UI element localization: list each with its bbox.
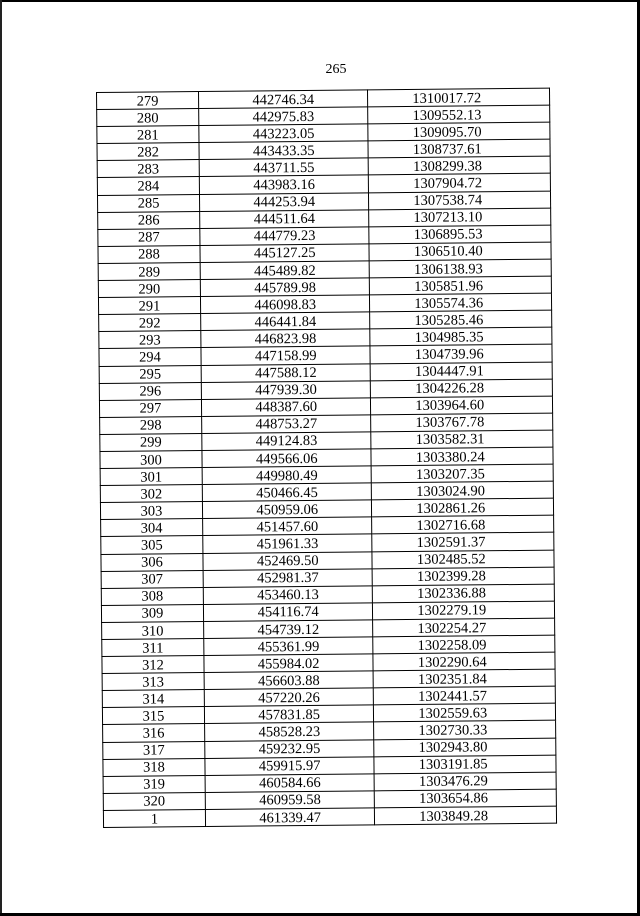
x-coordinate-cell bbox=[201, 398, 371, 417]
x-coordinate-cell bbox=[199, 192, 369, 211]
x-coordinate-value: 460959.58 bbox=[259, 792, 321, 809]
x-coordinate-value: 453460.13 bbox=[257, 587, 319, 604]
x-coordinate-cell bbox=[204, 671, 374, 690]
y-coordinate-cell bbox=[371, 413, 553, 432]
point-number-cell bbox=[103, 809, 205, 827]
y-coordinate-cell bbox=[372, 481, 554, 500]
x-coordinate-value: 443433.35 bbox=[252, 142, 315, 160]
point-number-value: 291 bbox=[138, 298, 161, 315]
point-number-cell bbox=[99, 399, 201, 417]
point-number-cell bbox=[99, 365, 201, 383]
point-number-value: 295 bbox=[139, 366, 162, 383]
y-coordinate-cell bbox=[373, 601, 555, 620]
y-coordinate-cell bbox=[370, 259, 552, 278]
x-coordinate-cell bbox=[199, 141, 369, 160]
point-number-value: 297 bbox=[139, 400, 162, 417]
y-coordinate-cell bbox=[373, 652, 555, 671]
x-coordinate-value: 459232.95 bbox=[258, 741, 321, 758]
y-coordinate-cell bbox=[368, 88, 550, 107]
point-number-value: 292 bbox=[138, 315, 161, 332]
point-number-value: 302 bbox=[140, 486, 163, 503]
y-coordinate-cell bbox=[370, 327, 552, 346]
x-coordinate-cell bbox=[199, 158, 369, 177]
point-number-cell bbox=[99, 348, 201, 366]
x-coordinate-cell bbox=[204, 722, 374, 741]
point-number-cell bbox=[98, 228, 200, 246]
y-coordinate-cell bbox=[372, 515, 554, 534]
y-coordinate-cell bbox=[374, 686, 556, 705]
x-coordinate-cell bbox=[202, 432, 372, 451]
point-number-cell bbox=[97, 126, 199, 144]
y-coordinate-cell bbox=[370, 276, 552, 295]
y-coordinate-value: 1305574.36 bbox=[414, 295, 484, 312]
x-coordinate-cell bbox=[202, 415, 372, 434]
x-coordinate-cell bbox=[199, 124, 369, 143]
x-coordinate-value: 449980.49 bbox=[256, 467, 318, 485]
point-number-value: 289 bbox=[138, 263, 161, 281]
y-coordinate-value: 1302279.19 bbox=[417, 602, 487, 620]
x-coordinate-cell bbox=[204, 688, 374, 707]
point-number-value: 299 bbox=[139, 434, 162, 452]
y-coordinate-cell bbox=[369, 191, 551, 210]
point-number-cell bbox=[101, 536, 203, 554]
x-coordinate-value: 452469.50 bbox=[256, 553, 319, 570]
point-number-value: 282 bbox=[137, 144, 159, 161]
y-coordinate-cell bbox=[370, 293, 552, 312]
x-coordinate-cell bbox=[204, 654, 374, 673]
x-coordinate-cell bbox=[203, 517, 373, 536]
point-number-value: 294 bbox=[139, 349, 161, 366]
x-coordinate-cell bbox=[202, 483, 372, 502]
x-coordinate-value: 459915.97 bbox=[258, 758, 321, 775]
page-number: 265 bbox=[325, 62, 347, 77]
table-row bbox=[103, 806, 556, 827]
y-coordinate-cell bbox=[369, 225, 551, 244]
y-coordinate-value: 1304447.91 bbox=[414, 363, 484, 381]
x-coordinate-cell bbox=[201, 312, 371, 331]
x-coordinate-value: 449124.83 bbox=[255, 433, 318, 450]
point-number-value: 283 bbox=[137, 161, 160, 178]
y-coordinate-cell bbox=[373, 618, 555, 637]
y-coordinate-value: 1305285.46 bbox=[414, 312, 484, 329]
point-number-value: 279 bbox=[136, 92, 159, 110]
y-coordinate-cell bbox=[371, 447, 553, 466]
y-coordinate-value: 1303380.24 bbox=[415, 448, 485, 466]
point-number-value: 1 bbox=[150, 810, 159, 828]
y-coordinate-cell bbox=[374, 721, 556, 740]
point-number-cell bbox=[99, 314, 201, 332]
y-coordinate-cell bbox=[375, 806, 557, 825]
y-coordinate-cell bbox=[368, 105, 550, 124]
point-number-value: 286 bbox=[137, 212, 160, 229]
point-number-cell bbox=[101, 604, 203, 622]
scan-border-left bbox=[0, 0, 2, 916]
point-number-cell bbox=[98, 280, 200, 298]
x-coordinate-value: 443983.16 bbox=[253, 176, 315, 194]
point-number-value: 296 bbox=[139, 383, 162, 400]
point-number-value: 317 bbox=[142, 742, 165, 759]
point-number-value: 313 bbox=[142, 674, 165, 691]
y-coordinate-value: 1302258.09 bbox=[417, 636, 487, 654]
x-coordinate-value: 461339.47 bbox=[259, 809, 322, 826]
x-coordinate-value: 444253.94 bbox=[253, 194, 316, 211]
x-coordinate-cell bbox=[201, 363, 371, 382]
point-number-cell bbox=[98, 262, 200, 280]
y-coordinate-value: 1308737.61 bbox=[412, 141, 482, 158]
y-coordinate-value: 1303654.86 bbox=[419, 790, 489, 808]
y-coordinate-cell bbox=[372, 550, 554, 569]
x-coordinate-value: 444779.23 bbox=[253, 228, 316, 245]
y-coordinate-cell bbox=[370, 345, 552, 364]
x-coordinate-cell bbox=[205, 774, 375, 793]
x-coordinate-cell bbox=[203, 568, 373, 587]
point-number-value: 298 bbox=[139, 417, 162, 434]
x-coordinate-cell bbox=[202, 500, 372, 519]
x-coordinate-value: 451961.33 bbox=[256, 535, 319, 553]
point-number-value: 300 bbox=[140, 451, 162, 469]
x-coordinate-value: 447588.12 bbox=[255, 364, 317, 382]
x-coordinate-value: 445489.82 bbox=[254, 262, 316, 280]
x-coordinate-cell bbox=[201, 329, 371, 348]
x-coordinate-cell bbox=[201, 346, 371, 365]
x-coordinate-cell bbox=[204, 620, 374, 639]
coordinate-table bbox=[96, 88, 557, 828]
y-coordinate-value: 1303849.28 bbox=[419, 807, 489, 825]
point-number-value: 318 bbox=[142, 759, 165, 776]
x-coordinate-cell bbox=[200, 295, 370, 314]
x-coordinate-value: 452981.37 bbox=[256, 570, 319, 587]
y-coordinate-value: 1302336.88 bbox=[417, 585, 487, 603]
y-coordinate-value: 1308299.38 bbox=[412, 158, 482, 175]
point-number-cell bbox=[101, 587, 203, 605]
point-number-cell bbox=[103, 741, 205, 759]
y-coordinate-cell bbox=[372, 464, 554, 483]
y-coordinate-cell bbox=[374, 703, 556, 722]
point-number-value: 311 bbox=[142, 639, 164, 657]
x-coordinate-value: 443223.05 bbox=[252, 125, 315, 143]
point-number-value: 309 bbox=[141, 605, 164, 622]
point-number-value: 306 bbox=[141, 554, 163, 571]
y-coordinate-cell bbox=[371, 379, 553, 398]
y-coordinate-value: 1305851.96 bbox=[414, 277, 484, 295]
x-coordinate-value: 442746.34 bbox=[252, 91, 315, 109]
point-number-cell bbox=[98, 245, 200, 263]
x-coordinate-cell bbox=[200, 244, 370, 263]
point-number-value: 314 bbox=[142, 691, 165, 708]
x-coordinate-cell bbox=[205, 739, 375, 758]
y-coordinate-value: 1306895.53 bbox=[413, 226, 483, 244]
point-number-value: 301 bbox=[140, 469, 163, 486]
point-number-cell bbox=[98, 211, 200, 229]
point-number-cell bbox=[97, 177, 199, 195]
y-coordinate-cell bbox=[368, 139, 550, 158]
x-coordinate-value: 454739.12 bbox=[257, 621, 320, 638]
y-coordinate-value: 1304739.96 bbox=[414, 346, 484, 363]
y-coordinate-value: 1303964.60 bbox=[415, 397, 485, 415]
point-number-cell bbox=[101, 570, 203, 588]
x-coordinate-cell bbox=[204, 705, 374, 724]
y-coordinate-cell bbox=[374, 738, 556, 757]
point-number-cell bbox=[101, 519, 203, 537]
x-coordinate-value: 454116.74 bbox=[257, 604, 319, 621]
point-number-value: 285 bbox=[137, 195, 160, 212]
y-coordinate-cell bbox=[369, 157, 551, 176]
y-coordinate-cell bbox=[371, 362, 553, 381]
y-coordinate-cell bbox=[372, 533, 554, 552]
x-coordinate-value: 451457.60 bbox=[256, 518, 319, 536]
y-coordinate-value: 1303582.31 bbox=[415, 431, 485, 449]
point-number-cell bbox=[103, 792, 205, 810]
y-coordinate-value: 1307904.72 bbox=[413, 175, 483, 193]
point-number-cell bbox=[97, 194, 199, 212]
y-coordinate-value: 1302591.37 bbox=[416, 534, 486, 551]
y-coordinate-cell bbox=[373, 567, 555, 586]
point-number-cell bbox=[100, 433, 202, 451]
point-number-value: 290 bbox=[138, 281, 161, 298]
point-number-cell bbox=[99, 331, 201, 349]
y-coordinate-value: 1303191.85 bbox=[418, 756, 488, 774]
y-coordinate-cell bbox=[370, 310, 552, 329]
point-number-value: 305 bbox=[140, 537, 163, 554]
point-number-value: 315 bbox=[142, 708, 165, 725]
point-number-value: 280 bbox=[136, 110, 159, 127]
point-number-value: 303 bbox=[140, 503, 163, 520]
y-coordinate-value: 1303207.35 bbox=[415, 465, 485, 483]
x-coordinate-value: 456603.88 bbox=[257, 672, 320, 690]
y-coordinate-cell bbox=[374, 669, 556, 688]
y-coordinate-value: 1302254.27 bbox=[417, 619, 487, 637]
y-coordinate-value: 1302485.52 bbox=[416, 551, 486, 569]
x-coordinate-cell bbox=[199, 107, 369, 126]
point-number-cell bbox=[103, 775, 205, 793]
point-number-value: 308 bbox=[141, 588, 164, 605]
point-number-value: 307 bbox=[141, 571, 164, 588]
x-coordinate-cell bbox=[198, 90, 368, 109]
point-number-cell bbox=[101, 553, 203, 571]
x-coordinate-value: 458528.23 bbox=[258, 723, 321, 741]
point-number-cell bbox=[100, 485, 202, 503]
y-coordinate-value: 1306138.93 bbox=[413, 260, 483, 278]
x-coordinate-cell bbox=[205, 808, 375, 827]
y-coordinate-value: 1302861.26 bbox=[416, 500, 486, 517]
point-number-cell bbox=[103, 758, 205, 776]
y-coordinate-cell bbox=[372, 498, 554, 517]
point-number-cell bbox=[102, 621, 204, 639]
x-coordinate-value: 446098.83 bbox=[254, 296, 317, 314]
y-coordinate-value: 1303476.29 bbox=[418, 773, 488, 791]
x-coordinate-value: 457220.26 bbox=[258, 689, 320, 707]
point-number-cell bbox=[102, 690, 204, 708]
y-coordinate-value: 1302351.84 bbox=[417, 671, 487, 688]
point-number-cell bbox=[103, 724, 205, 742]
y-coordinate-cell bbox=[373, 584, 555, 603]
point-number-value: 281 bbox=[136, 127, 159, 144]
x-coordinate-value: 444511.64 bbox=[253, 211, 316, 228]
y-coordinate-value: 1304226.28 bbox=[415, 380, 485, 398]
x-coordinate-value: 442975.83 bbox=[252, 108, 315, 126]
point-number-value: 320 bbox=[143, 793, 166, 811]
y-coordinate-value: 1302399.28 bbox=[416, 568, 486, 586]
x-coordinate-cell bbox=[205, 791, 375, 810]
point-number-cell bbox=[98, 297, 200, 315]
coordinate-table-body bbox=[97, 88, 557, 827]
y-coordinate-value: 1303767.78 bbox=[415, 414, 485, 432]
y-coordinate-cell bbox=[369, 242, 551, 261]
point-number-value: 312 bbox=[142, 657, 164, 674]
x-coordinate-value: 449566.06 bbox=[255, 450, 318, 468]
point-number-cell bbox=[97, 92, 199, 110]
point-number-cell bbox=[100, 502, 202, 520]
x-coordinate-cell bbox=[201, 380, 371, 399]
y-coordinate-cell bbox=[371, 430, 553, 449]
y-coordinate-value: 1306510.40 bbox=[413, 243, 483, 261]
point-number-cell bbox=[100, 468, 202, 486]
x-coordinate-cell bbox=[203, 551, 373, 570]
x-coordinate-value: 445789.98 bbox=[254, 279, 316, 297]
x-coordinate-cell bbox=[200, 261, 370, 280]
point-number-value: 304 bbox=[140, 520, 163, 537]
x-coordinate-cell bbox=[199, 175, 369, 194]
x-coordinate-cell bbox=[200, 278, 370, 297]
x-coordinate-value: 443711.55 bbox=[253, 159, 315, 177]
scan-border-top bbox=[0, 0, 640, 2]
point-number-cell bbox=[102, 707, 204, 725]
x-coordinate-cell bbox=[203, 586, 373, 605]
point-number-value: 316 bbox=[142, 725, 165, 742]
x-coordinate-value: 447939.30 bbox=[255, 382, 317, 399]
y-coordinate-cell bbox=[371, 396, 553, 415]
y-coordinate-cell bbox=[368, 122, 550, 141]
y-coordinate-value: 1307538.74 bbox=[413, 192, 483, 210]
point-number-cell bbox=[100, 450, 202, 468]
y-coordinate-value: 1302441.57 bbox=[418, 688, 488, 705]
point-number-cell bbox=[97, 160, 199, 178]
y-coordinate-value: 1302730.33 bbox=[418, 722, 488, 739]
y-coordinate-value: 1310017.72 bbox=[412, 89, 482, 107]
point-number-value: 319 bbox=[143, 776, 166, 793]
point-number-cell bbox=[102, 638, 204, 656]
y-coordinate-value: 1309552.13 bbox=[412, 106, 482, 124]
y-coordinate-value: 1309095.70 bbox=[412, 124, 482, 141]
x-coordinate-cell bbox=[202, 449, 372, 468]
y-coordinate-value: 1303024.90 bbox=[416, 483, 486, 500]
x-coordinate-cell bbox=[203, 603, 373, 622]
x-coordinate-value: 450466.45 bbox=[256, 484, 318, 502]
y-coordinate-value: 1304985.35 bbox=[414, 329, 484, 346]
point-number-cell bbox=[102, 656, 204, 674]
y-coordinate-value: 1302716.68 bbox=[416, 517, 486, 534]
y-coordinate-value: 1302559.63 bbox=[418, 705, 488, 722]
y-coordinate-cell bbox=[375, 772, 557, 791]
point-number-cell bbox=[97, 143, 199, 161]
x-coordinate-cell bbox=[205, 757, 375, 776]
x-coordinate-value: 446441.84 bbox=[254, 313, 317, 331]
point-number-cell bbox=[99, 382, 201, 400]
y-coordinate-cell bbox=[374, 755, 556, 774]
x-coordinate-value: 455361.99 bbox=[257, 638, 320, 656]
x-coordinate-value: 450959.06 bbox=[256, 501, 319, 519]
x-coordinate-cell bbox=[203, 534, 373, 553]
point-number-value: 310 bbox=[141, 622, 164, 640]
point-number-cell bbox=[102, 673, 204, 691]
y-coordinate-cell bbox=[369, 208, 551, 227]
y-coordinate-value: 1302290.64 bbox=[417, 653, 487, 671]
x-coordinate-value: 455984.02 bbox=[257, 655, 320, 673]
x-coordinate-cell bbox=[200, 227, 370, 246]
y-coordinate-cell bbox=[369, 174, 551, 193]
point-number-value: 287 bbox=[137, 229, 160, 246]
point-number-value: 293 bbox=[138, 332, 161, 349]
point-number-value: 284 bbox=[137, 178, 160, 195]
y-coordinate-cell bbox=[375, 789, 557, 808]
x-coordinate-cell bbox=[200, 210, 370, 229]
x-coordinate-value: 448387.60 bbox=[255, 399, 318, 416]
x-coordinate-value: 457831.85 bbox=[258, 706, 321, 724]
x-coordinate-cell bbox=[204, 637, 374, 656]
y-coordinate-value: 1302943.80 bbox=[418, 739, 488, 757]
y-coordinate-cell bbox=[373, 635, 555, 654]
x-coordinate-value: 447158.99 bbox=[254, 347, 317, 365]
x-coordinate-value: 460584.66 bbox=[258, 775, 321, 792]
x-coordinate-value: 445127.25 bbox=[253, 245, 316, 262]
point-number-cell bbox=[100, 416, 202, 434]
x-coordinate-value: 446823.98 bbox=[254, 330, 317, 348]
x-coordinate-cell bbox=[202, 466, 372, 485]
y-coordinate-value: 1307213.10 bbox=[413, 209, 483, 227]
x-coordinate-value: 448753.27 bbox=[255, 416, 318, 433]
point-number-cell bbox=[97, 109, 199, 127]
point-number-value: 288 bbox=[138, 246, 160, 264]
